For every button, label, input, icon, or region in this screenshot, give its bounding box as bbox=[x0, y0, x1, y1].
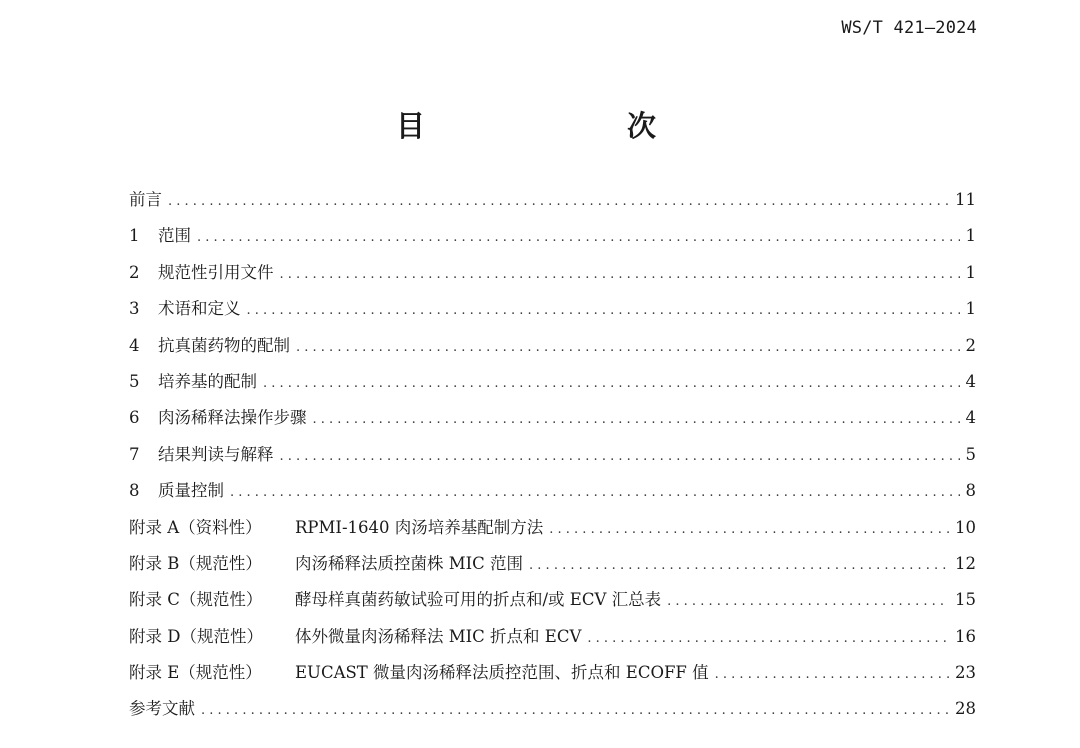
toc-entry-title: 结果判读与解释 bbox=[158, 444, 274, 464]
toc-entry-page-number: 1 bbox=[965, 299, 976, 319]
toc-entry[interactable] bbox=[129, 400, 976, 436]
toc-entry-page-number: 11 bbox=[955, 190, 976, 209]
toc-entry-number: 7 bbox=[129, 444, 140, 464]
toc-entry-page-number: 4 bbox=[965, 371, 976, 391]
toc-entry[interactable] bbox=[129, 510, 976, 546]
dot-leader bbox=[197, 220, 960, 256]
dot-leader bbox=[667, 584, 949, 620]
toc-entry-appendix-tag: 附录 B（规范性） bbox=[129, 553, 262, 573]
dot-leader bbox=[201, 693, 949, 729]
toc-entry-title: EUCAST 微量肉汤稀释法质控范围、折点和 ECOFF 值 bbox=[295, 663, 709, 683]
toc-entry[interactable] bbox=[129, 619, 976, 655]
dot-leader bbox=[280, 439, 960, 475]
toc-entry-page-number: 15 bbox=[955, 590, 976, 610]
toc-entry[interactable] bbox=[129, 691, 976, 727]
toc-entry-title: 肉汤稀释法质控菌株 MIC 范围 bbox=[295, 553, 524, 573]
toc-entry-title: 规范性引用文件 bbox=[158, 262, 274, 282]
dot-leader bbox=[313, 402, 960, 438]
toc-entry-page-number: 10 bbox=[955, 517, 976, 537]
toc-entry-title: 参考文献 bbox=[129, 699, 195, 719]
dot-leader bbox=[247, 293, 960, 329]
dot-leader bbox=[296, 330, 960, 366]
toc-entry-appendix-tag: 附录 E（规范性） bbox=[129, 663, 262, 683]
toc-entry-title: 术语和定义 bbox=[158, 299, 241, 319]
toc-entry[interactable] bbox=[129, 182, 976, 218]
dot-leader bbox=[230, 475, 960, 511]
toc-entry-title: 培养基的配制 bbox=[158, 371, 257, 391]
toc-entry-page-number: 12 bbox=[955, 553, 976, 573]
toc-entry-number: 3 bbox=[129, 299, 140, 319]
toc-entry-page-number: 8 bbox=[965, 481, 976, 501]
toc-entry-number: 4 bbox=[129, 335, 140, 355]
toc-entry-page-number: 1 bbox=[965, 262, 976, 282]
toc-entry-number: 8 bbox=[129, 481, 140, 501]
toc-entry[interactable] bbox=[129, 473, 976, 509]
toc-entry-title: 抗真菌药物的配制 bbox=[158, 335, 290, 355]
dot-leader bbox=[715, 657, 949, 693]
toc-entry-page-number: 4 bbox=[965, 408, 976, 428]
toc-entry-page-number: 16 bbox=[955, 626, 976, 646]
table-of-contents bbox=[129, 182, 976, 728]
page-title: 目 次 bbox=[395, 109, 704, 143]
toc-entry-page-number: 28 bbox=[955, 699, 976, 719]
toc-entry-title: 体外微量肉汤稀释法 MIC 折点和 ECV bbox=[295, 626, 582, 646]
standard-code: WS/T 421—2024 bbox=[841, 18, 977, 38]
toc-entry[interactable] bbox=[129, 328, 976, 364]
toc-entry[interactable] bbox=[129, 255, 976, 291]
dot-leader bbox=[168, 184, 949, 220]
toc-entry-page-number: 23 bbox=[955, 663, 976, 683]
toc-entry[interactable] bbox=[129, 291, 976, 327]
toc-entry[interactable] bbox=[129, 218, 976, 254]
toc-entry[interactable] bbox=[129, 655, 976, 691]
dot-leader bbox=[529, 548, 949, 584]
toc-entry-page-number: 5 bbox=[965, 444, 976, 464]
toc-entry-number: 6 bbox=[129, 408, 140, 428]
toc-entry-number: 2 bbox=[129, 262, 140, 282]
dot-leader bbox=[263, 366, 960, 402]
dot-leader bbox=[587, 621, 949, 657]
toc-entry[interactable] bbox=[129, 437, 976, 473]
toc-entry-appendix-tag: 附录 D（规范性） bbox=[129, 626, 263, 646]
toc-entry-title: 酵母样真菌药敏试验可用的折点和/或 ECV 汇总表 bbox=[295, 590, 662, 610]
toc-entry-appendix-tag: 附录 A（资料性） bbox=[129, 517, 262, 537]
toc-entry-number: 5 bbox=[129, 371, 140, 391]
toc-entry-title: 肉汤稀释法操作步骤 bbox=[158, 408, 307, 428]
toc-entry-title: 质量控制 bbox=[158, 481, 224, 501]
dot-leader bbox=[549, 512, 949, 548]
toc-entry-title: 范围 bbox=[158, 226, 191, 246]
toc-entry[interactable] bbox=[129, 582, 976, 618]
toc-entry-title: RPMI-1640 肉汤培养基配制方法 bbox=[295, 517, 544, 537]
toc-entry-number: 1 bbox=[129, 226, 140, 246]
toc-entry[interactable] bbox=[129, 364, 976, 400]
toc-entry-page-number: 2 bbox=[965, 335, 976, 355]
dot-leader bbox=[280, 257, 960, 293]
toc-entry-page-number: 1 bbox=[965, 226, 976, 246]
toc-entry[interactable] bbox=[129, 546, 976, 582]
toc-entry-title: 前言 bbox=[129, 190, 162, 209]
toc-entry-appendix-tag: 附录 C（规范性） bbox=[129, 590, 263, 610]
